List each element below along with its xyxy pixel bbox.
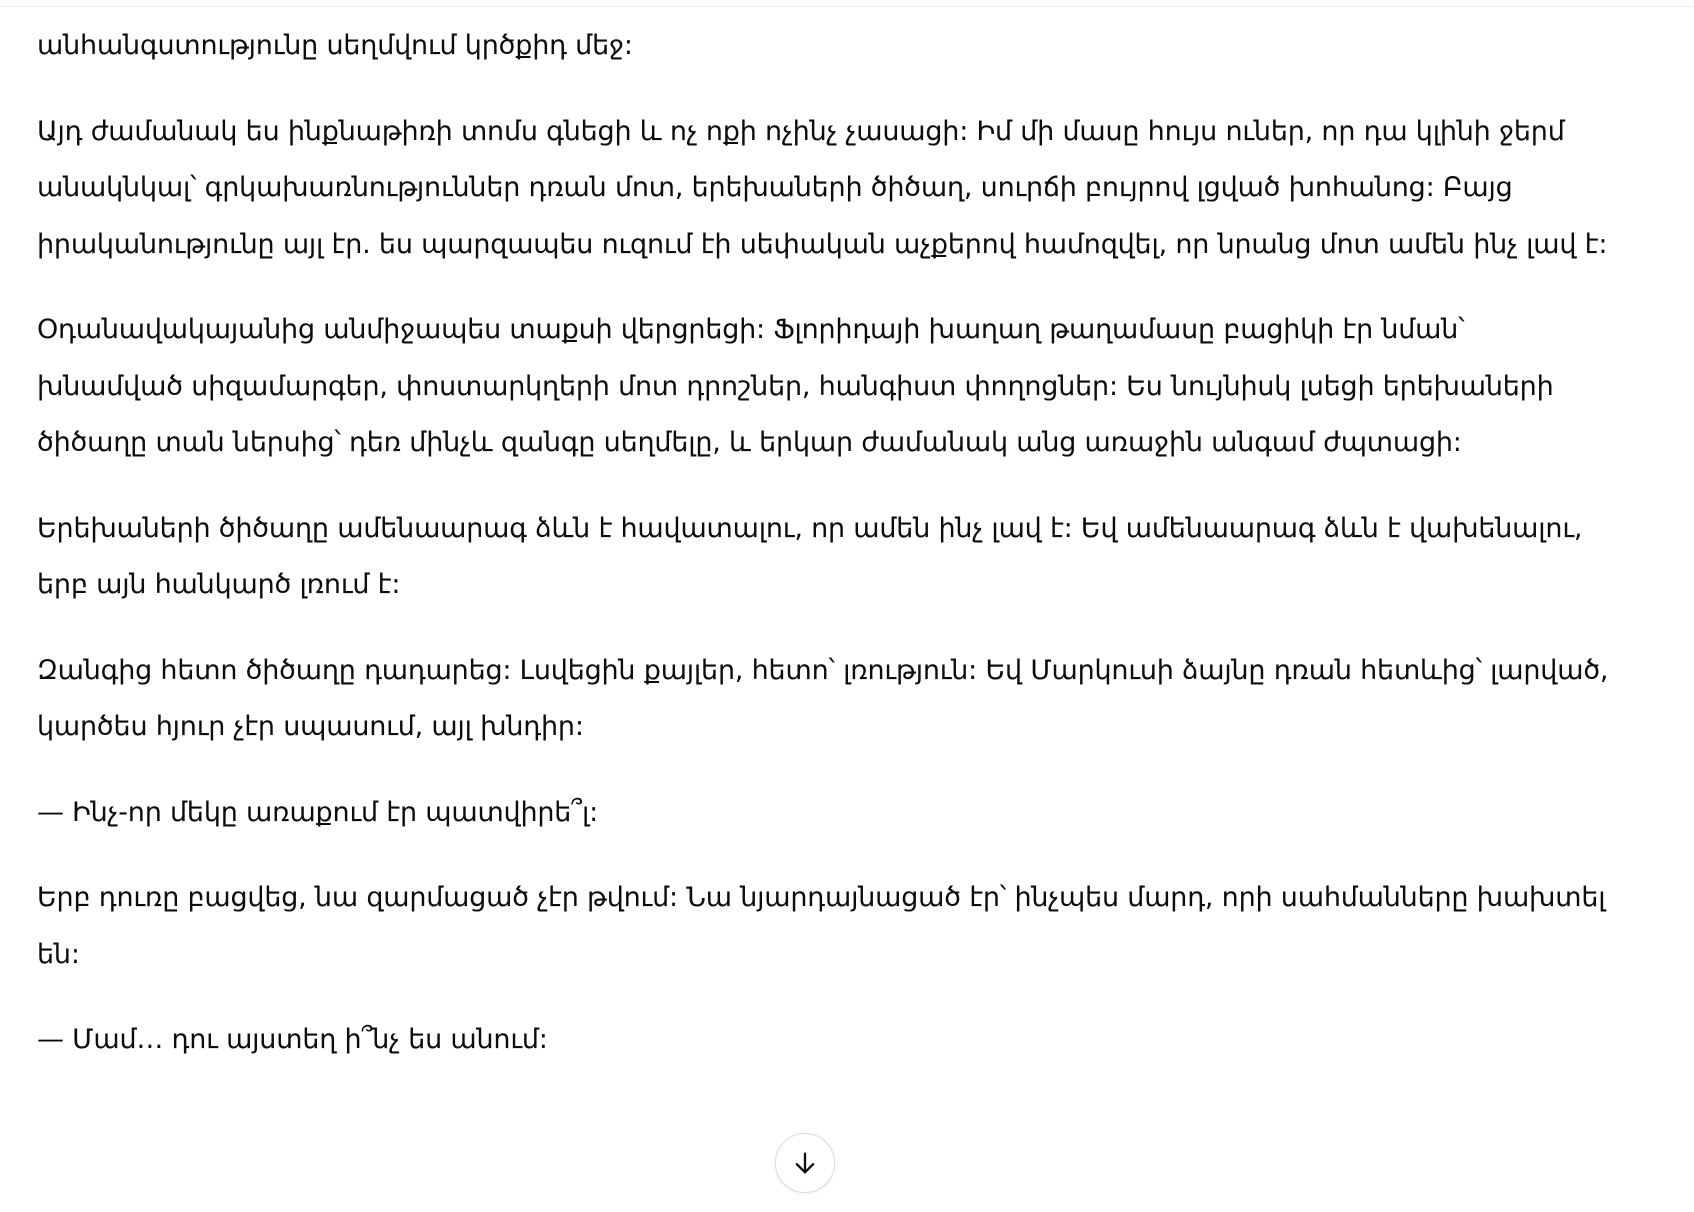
scroll-to-bottom-button[interactable] (775, 1133, 835, 1193)
arrow-down-icon (791, 1149, 819, 1177)
paragraph: անհանգստությունը սեղմվում կրծքիդ մեջ: (37, 30, 633, 61)
message-content (37, 18, 1617, 1098)
paragraph: — Մամ… դու այստեղ ի՞նչ ես անում: (37, 1024, 548, 1055)
paragraph: Օդանավակայանից անմիջապես տաքսի վերցրեցի: Ֆլորիդայի խաղաղ թաղամասը բացիկի էր նման՝ խնամված սիզամարգեր, փոստարկղերի մոտ դրոշներ, հանգիստ փողոցներ: Ես նույնիսկ լսեցի երեխաների ծիծաղը տան ներսից՝ դեռ մինչև զանգը սեղմելը, և երկար ժամանակ անց առաջին անգամ ժպտացի: (37, 314, 1554, 458)
paragraph: Այդ ժամանակ ես ինքնաթիռի տոմս գնեցի և ոչ ոքի ոչինչ չասացի: Իմ մի մասը հույս ուներ, որ դա կլինի ջերմ անակնկալ՝ գրկախառնություններ դռան մոտ, երեխաների ծիծաղ, սուրճի բույրով լցված խոհանոց: Բայց իրականությունը այլ էր. ես պարզապես ուզում էի սեփական աչքերով համոզվել, որ նրանց մոտ ամեն ինչ լավ է: (37, 115, 1608, 260)
top-divider (0, 0, 1694, 7)
paragraph: Երբ դուռը բացվեց, նա զարմացած չէր թվում: Նա նյարդայնացած էր՝ ինչպես մարդ, որի սահմանները խախտել են: (37, 882, 1606, 970)
paragraph: — Ինչ-որ մեկը առաքում էր պատվիրե՞լ: (37, 796, 598, 828)
paragraph: Զանգից հետո ծիծաղը դադարեց: Լսվեցին քայլեր, հետո՝ լռություն: Եվ Մարկուսի ձայնը դռան հետևից՝ լարված, կարծես հյուր չէր սպասում, այլ խնդիր: (37, 654, 1609, 742)
paragraph: Երեխաների ծիծաղը ամենաարագ ձևն է հավատալու, որ ամեն ինչ լավ է: Եվ ամենաարագ ձևն է վախենալու, երբ այն հանկարծ լռում է: (37, 512, 1583, 600)
